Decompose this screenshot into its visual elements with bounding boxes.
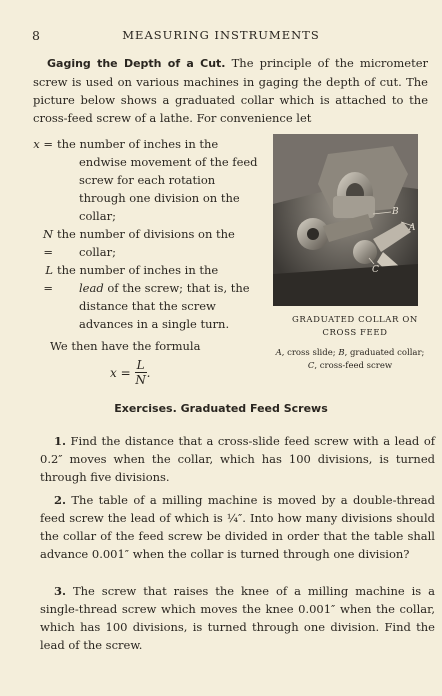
- running-head: MEASURING INSTRUMENTS: [122, 28, 320, 42]
- definition-text-cont: collar;: [79, 245, 116, 259]
- definition-x: [33, 135, 263, 225]
- formula: [110, 358, 150, 387]
- label-a: A: [409, 223, 416, 233]
- exercise-text: Find the distance that a cross-slide feed screw with a lead of 0.2″ moves when the collar, which has 100 divisions, is turned through five divisions.: [40, 434, 435, 484]
- definition-n: [33, 225, 263, 261]
- definition-l: [33, 261, 263, 333]
- definition-term: N =: [42, 227, 53, 259]
- legend-c: C: [307, 361, 315, 371]
- emphasis-lead: lead: [79, 281, 104, 295]
- formula-end: .: [146, 365, 151, 380]
- formula-numerator: L: [136, 358, 145, 372]
- figure-photo: [273, 134, 418, 306]
- intro-paragraph: [33, 54, 428, 127]
- definition-text: the number of inches in the: [57, 263, 219, 277]
- exercise-item: [40, 432, 435, 486]
- formula-intro: We then have the formula: [50, 339, 201, 353]
- exercise-number: 3.: [54, 584, 67, 598]
- definition-text: the number of divisions on the: [57, 227, 235, 241]
- legend-a: A: [275, 348, 282, 358]
- formula-lhs: x =: [110, 365, 131, 380]
- page-header: [30, 28, 412, 46]
- definition-text-cont: endwise movement of the feed screw for each rotation through one division on the collar;: [79, 155, 258, 223]
- exercise-item: [40, 582, 435, 654]
- exercise-text: The table of a milling machine is moved by a double-thread feed screw the lead of which is: [40, 493, 436, 525]
- exercise-number: 2.: [54, 493, 67, 507]
- legend-text: , cross slide;: [281, 348, 339, 358]
- label-c: C: [372, 265, 379, 275]
- definitions-list: [33, 135, 263, 333]
- definition-text: the number of inches in the: [57, 137, 219, 151]
- formula-denominator: N: [135, 373, 146, 387]
- definition-term: x =: [33, 137, 53, 151]
- definition-term: L =: [43, 263, 53, 295]
- definition-text-cont: of the screw; that is, the distance that the screw advances in a single turn.: [79, 281, 250, 331]
- label-b: B: [392, 207, 399, 217]
- exercise-number: 1.: [54, 434, 67, 448]
- collar-photo-illustration: [273, 134, 418, 306]
- intro-text: The principle of the micrometer screw is used on various machines in gaging the depth of cut. The picture below shows a graduated collar which is attached to the cross-feed screw of a lathe. For convenience let: [33, 56, 428, 125]
- figure-caption: GRADUATED COLLAR ON CROSS FEED: [292, 315, 418, 338]
- page-number: 8: [32, 28, 40, 43]
- exercises-title: Exercises. Graduated Feed Screws: [114, 402, 328, 415]
- exercise-text-cont: . Into how many divisions should the collar of the feed screw be divided in order that the table shall advance 0.001″ when the collar is turned through one division?: [40, 511, 435, 561]
- exercise-text: The screw that raises the knee of a milling machine is a single-thread screw which moves the knee 0.001″ when the collar, which has 100 divisions, is turned through one division. Find the lead of the screw.: [40, 584, 436, 652]
- section-heading: Gaging the Depth of a Cut.: [47, 57, 226, 70]
- formula-fraction: [135, 358, 147, 387]
- exercise-fraction: ¼″: [226, 511, 243, 525]
- exercise-item: [40, 491, 435, 563]
- legend-b: B: [338, 348, 345, 358]
- legend-text: , graduated collar;: [344, 348, 425, 358]
- legend-text: , cross-feed screw: [314, 361, 393, 371]
- figure-legend: [270, 347, 430, 373]
